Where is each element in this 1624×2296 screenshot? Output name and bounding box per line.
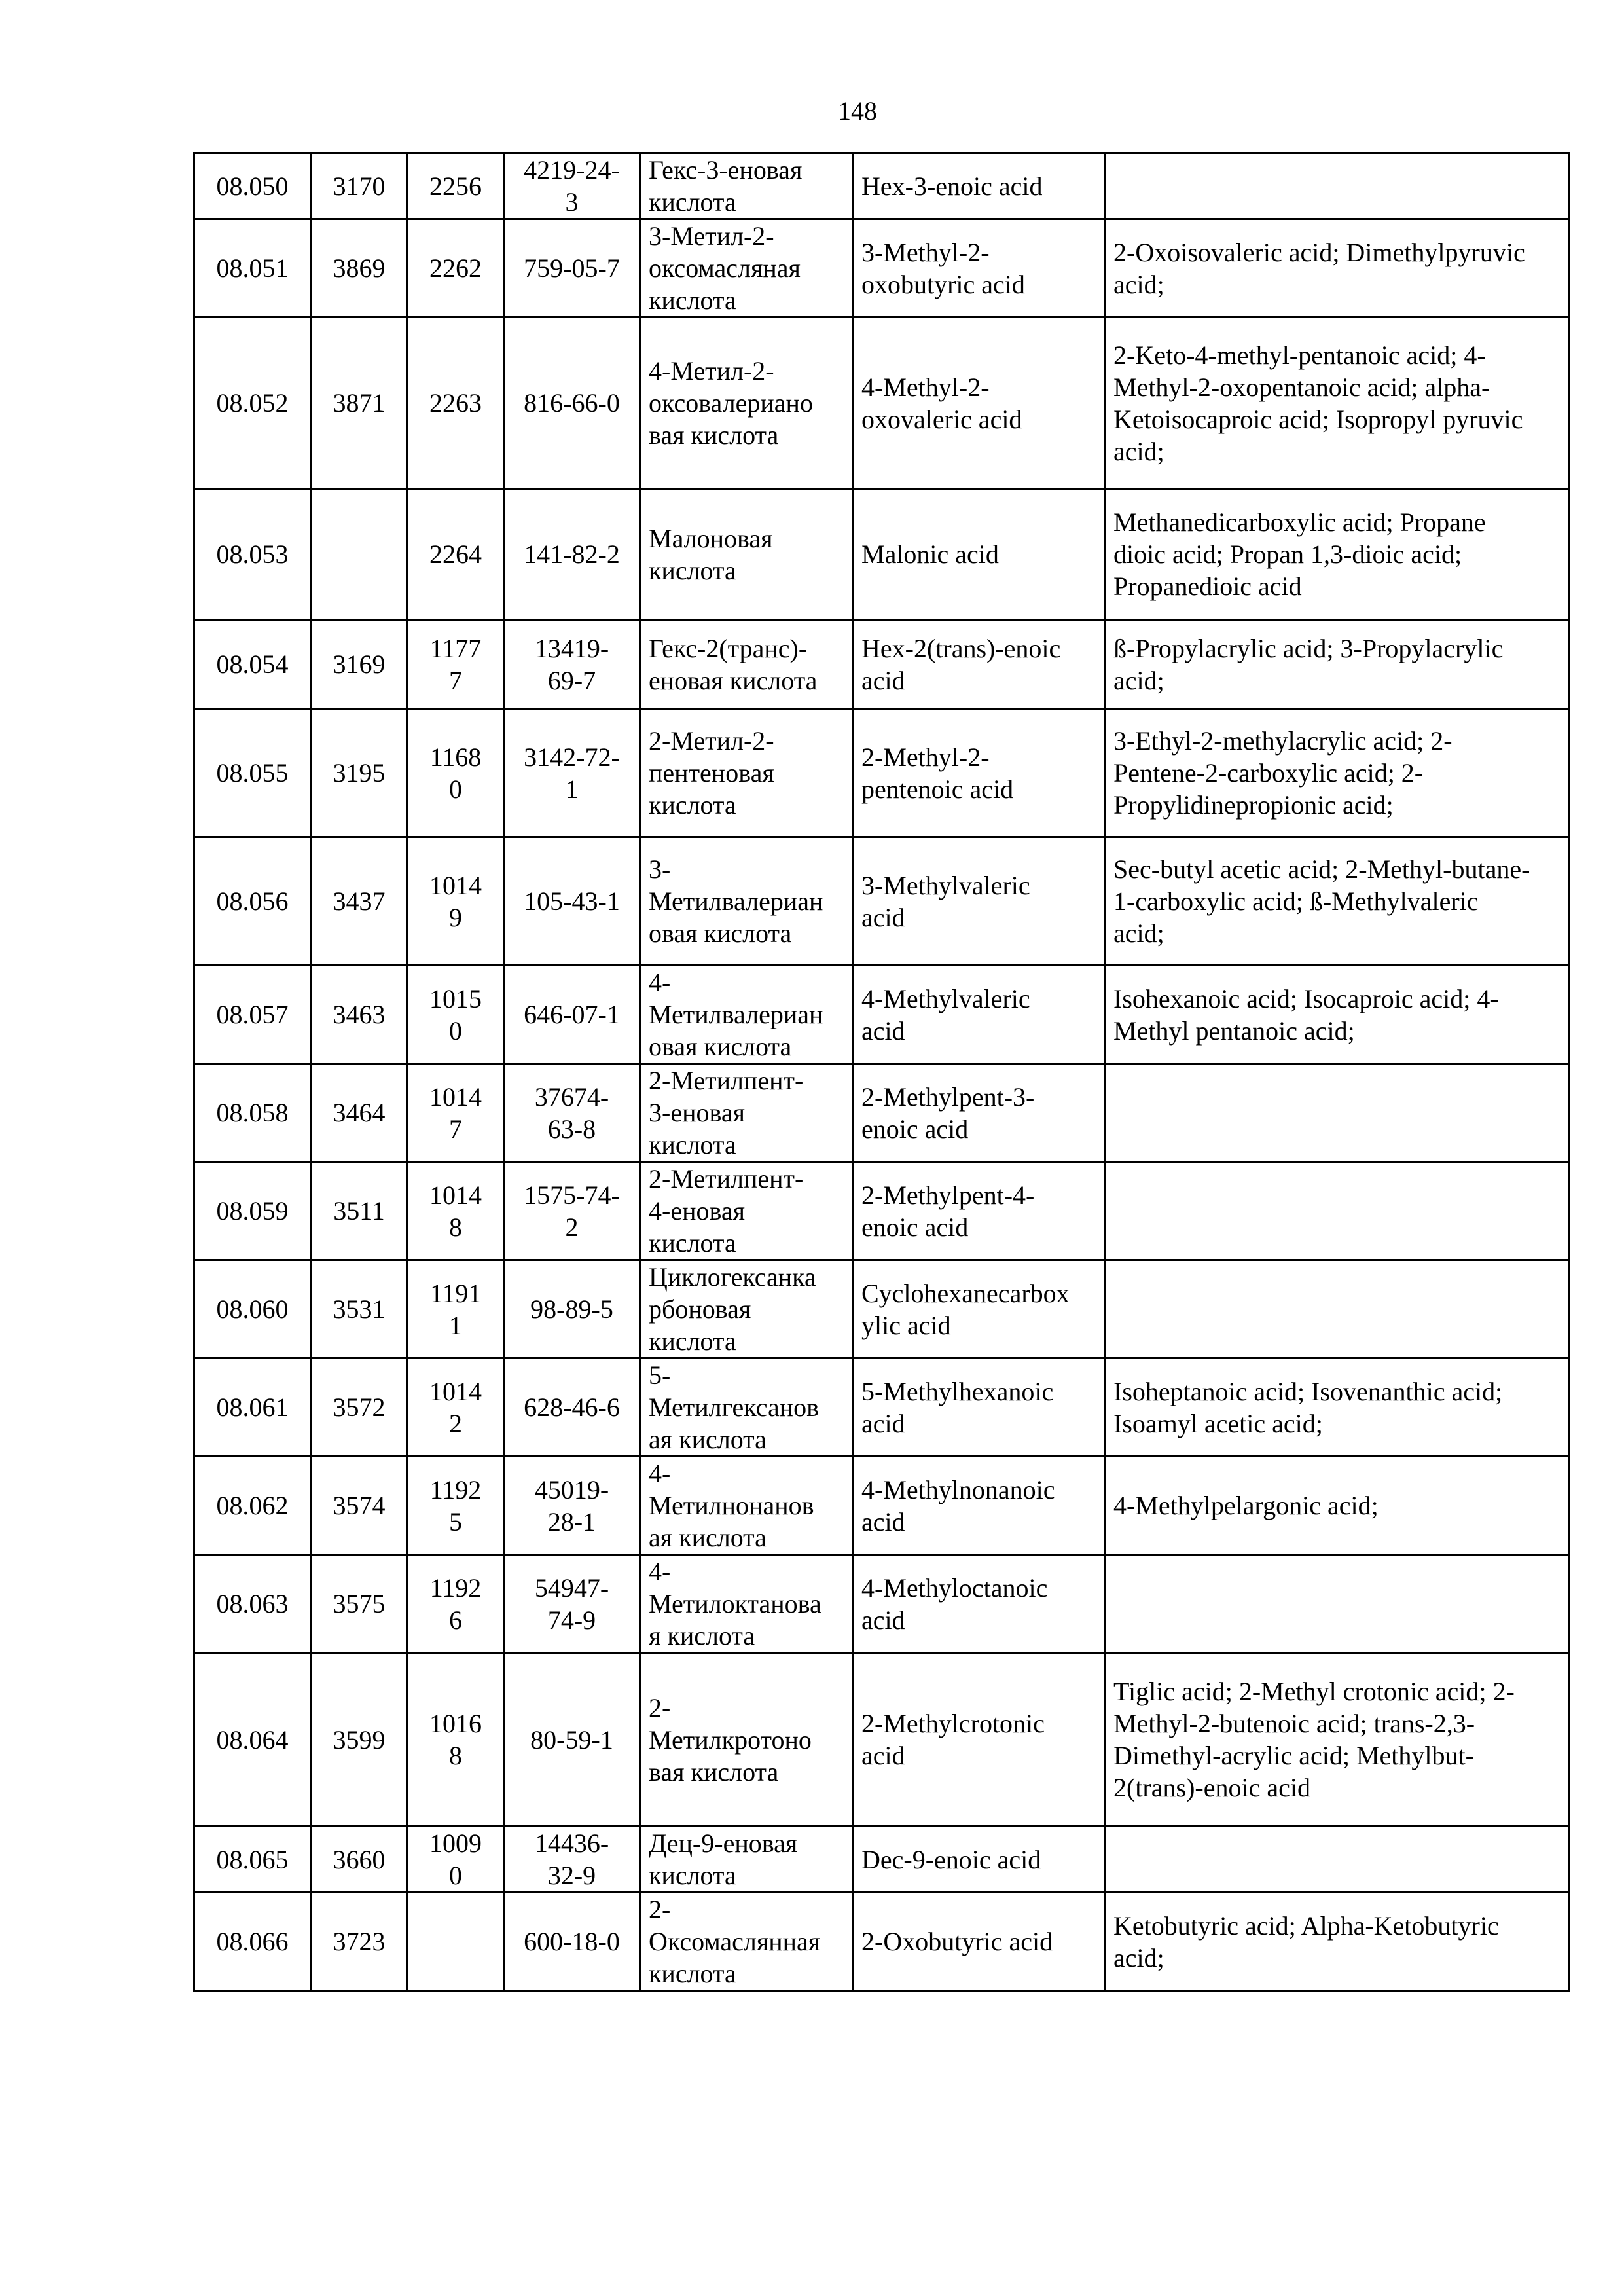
- cell-code: 08.060: [194, 1260, 311, 1358]
- cell-code: 08.063: [194, 1555, 311, 1653]
- cell-name-russian: 5- Метилгексанов ая кислота: [640, 1358, 853, 1457]
- cell-cas-number: 628-46-6: [504, 1358, 640, 1457]
- cell-cas-number: 141-82-2: [504, 489, 640, 620]
- cell-synonyms: Ketobutyric acid; Alpha-Ketobutyric acid;: [1105, 1893, 1569, 1991]
- cell-name-english: 4-Methyl-2- oxovaleric acid: [853, 318, 1105, 489]
- cell-name-russian: 4- Метилнонанов ая кислота: [640, 1457, 853, 1555]
- cell-name-english: Hex-2(trans)-enoic acid: [853, 620, 1105, 709]
- cell-fema-number: 3464: [311, 1064, 408, 1162]
- cell-name-english: Malonic acid: [853, 489, 1105, 620]
- cell-coe-number: 1168 0: [408, 709, 504, 837]
- table-row: [194, 1162, 1569, 1260]
- cell-synonyms: ß-Propylacrylic acid; 3-Propylacrylic acid;: [1105, 620, 1569, 709]
- cell-synonyms: Sec-butyl acetic acid; 2-Methyl-butane- 1-carboxylic acid; ß-Methylvaleric acid;: [1105, 837, 1569, 966]
- cell-synonyms: 2-Keto-4-methyl-pentanoic acid; 4- Methyl-2-oxopentanoic acid; alpha- Ketoisocaproic acid; Isopropyl pyruvic acid;: [1105, 318, 1569, 489]
- cell-fema-number: 3574: [311, 1457, 408, 1555]
- cell-fema-number: 3572: [311, 1358, 408, 1457]
- cell-cas-number: 759-05-7: [504, 219, 640, 318]
- cell-cas-number: 13419- 69-7: [504, 620, 640, 709]
- cell-name-russian: 4- Метилоктанова я кислота: [640, 1555, 853, 1653]
- cell-code: 08.058: [194, 1064, 311, 1162]
- table-row: [194, 1358, 1569, 1457]
- cell-code: 08.056: [194, 837, 311, 966]
- cell-coe-number: 1014 8: [408, 1162, 504, 1260]
- cell-coe-number: 1016 8: [408, 1653, 504, 1827]
- cell-fema-number: 3869: [311, 219, 408, 318]
- cell-synonyms: [1105, 1555, 1569, 1653]
- cell-name-russian: 4-Метил-2- оксовалериано вая кислота: [640, 318, 853, 489]
- cell-fema-number: 3599: [311, 1653, 408, 1827]
- cell-cas-number: 600-18-0: [504, 1893, 640, 1991]
- cell-cas-number: 98-89-5: [504, 1260, 640, 1358]
- cell-cas-number: 54947- 74-9: [504, 1555, 640, 1653]
- cell-cas-number: 14436- 32-9: [504, 1827, 640, 1893]
- cell-fema-number: 3463: [311, 966, 408, 1064]
- table-row: [194, 489, 1569, 620]
- cell-name-russian: 2-Метилпент- 4-еновая кислота: [640, 1162, 853, 1260]
- cell-code: 08.064: [194, 1653, 311, 1827]
- table-row: [194, 219, 1569, 318]
- table-row: [194, 1555, 1569, 1653]
- cell-cas-number: 105-43-1: [504, 837, 640, 966]
- cell-coe-number: 1177 7: [408, 620, 504, 709]
- cell-name-russian: 2-Метил-2- пентеновая кислота: [640, 709, 853, 837]
- cell-code: 08.054: [194, 620, 311, 709]
- cell-synonyms: Isoheptanoic acid; Isovenanthic acid; Isoamyl acetic acid;: [1105, 1358, 1569, 1457]
- table-row: [194, 1260, 1569, 1358]
- cell-coe-number: 2256: [408, 153, 504, 219]
- cell-name-russian: 3- Метилвалериан овая кислота: [640, 837, 853, 966]
- cell-fema-number: 3437: [311, 837, 408, 966]
- cell-fema-number: 3169: [311, 620, 408, 709]
- cell-coe-number: 1192 5: [408, 1457, 504, 1555]
- cell-name-english: 4-Methylnonanoic acid: [853, 1457, 1105, 1555]
- cell-cas-number: 4219-24- 3: [504, 153, 640, 219]
- table-row: [194, 318, 1569, 489]
- cell-code: 08.053: [194, 489, 311, 620]
- cell-synonyms: Tiglic acid; 2-Methyl crotonic acid; 2- Methyl-2-butenoic acid; trans-2,3- Dimethyl-acrylic acid; Methylbut- 2(trans)-enoic acid: [1105, 1653, 1569, 1827]
- cell-name-english: 2-Methylpent-3- enoic acid: [853, 1064, 1105, 1162]
- table-row: [194, 1653, 1569, 1827]
- cell-synonyms: 2-Oxoisovaleric acid; Dimethylpyruvic acid;: [1105, 219, 1569, 318]
- cell-name-english: Dec-9-enoic acid: [853, 1827, 1105, 1893]
- cell-fema-number: 3723: [311, 1893, 408, 1991]
- table-row: [194, 1064, 1569, 1162]
- table-row: [194, 153, 1569, 219]
- cell-synonyms: Isohexanoic acid; Isocaproic acid; 4- Methyl pentanoic acid;: [1105, 966, 1569, 1064]
- cell-coe-number: 2262: [408, 219, 504, 318]
- cell-name-russian: Циклогексанка рбоновая кислота: [640, 1260, 853, 1358]
- cell-name-english: 2-Methylpent-4- enoic acid: [853, 1162, 1105, 1260]
- flavouring-substances-table: [193, 152, 1570, 1992]
- cell-synonyms: [1105, 1162, 1569, 1260]
- cell-code: 08.059: [194, 1162, 311, 1260]
- cell-cas-number: 646-07-1: [504, 966, 640, 1064]
- cell-code: 08.066: [194, 1893, 311, 1991]
- cell-name-english: 5-Methylhexanoic acid: [853, 1358, 1105, 1457]
- cell-name-english: 2-Methylcrotonic acid: [853, 1653, 1105, 1827]
- page-number: 148: [838, 96, 877, 126]
- cell-name-russian: Гекс-3-еновая кислота: [640, 153, 853, 219]
- cell-coe-number: [408, 1893, 504, 1991]
- cell-fema-number: 3660: [311, 1827, 408, 1893]
- cell-synonyms: [1105, 1827, 1569, 1893]
- cell-coe-number: 1014 2: [408, 1358, 504, 1457]
- cell-name-english: Cyclohexanecarbox ylic acid: [853, 1260, 1105, 1358]
- cell-name-russian: 2-Метилпент- 3-еновая кислота: [640, 1064, 853, 1162]
- cell-name-russian: 4- Метилвалериан овая кислота: [640, 966, 853, 1064]
- cell-cas-number: 37674- 63-8: [504, 1064, 640, 1162]
- cell-fema-number: 3575: [311, 1555, 408, 1653]
- cell-code: 08.061: [194, 1358, 311, 1457]
- cell-coe-number: 1009 0: [408, 1827, 504, 1893]
- cell-name-english: 2-Methyl-2- pentenoic acid: [853, 709, 1105, 837]
- cell-name-russian: Малоновая кислота: [640, 489, 853, 620]
- cell-coe-number: 2263: [408, 318, 504, 489]
- cell-coe-number: 1192 6: [408, 1555, 504, 1653]
- cell-name-russian: 2- Метилкротоно вая кислота: [640, 1653, 853, 1827]
- cell-coe-number: 1014 7: [408, 1064, 504, 1162]
- cell-coe-number: 2264: [408, 489, 504, 620]
- cell-fema-number: 3170: [311, 153, 408, 219]
- cell-synonyms: 4-Methylpelargonic acid;: [1105, 1457, 1569, 1555]
- table-row: [194, 966, 1569, 1064]
- cell-name-english: 2-Oxobutyric acid: [853, 1893, 1105, 1991]
- cell-synonyms: 3-Ethyl-2-methylacrylic acid; 2- Pentene-2-carboxylic acid; 2- Propylidinepropionic acid;: [1105, 709, 1569, 837]
- cell-name-english: 4-Methylvaleric acid: [853, 966, 1105, 1064]
- cell-code: 08.062: [194, 1457, 311, 1555]
- cell-name-english: 4-Methyloctanoic acid: [853, 1555, 1105, 1653]
- cell-coe-number: 1015 0: [408, 966, 504, 1064]
- cell-synonyms: Methanedicarboxylic acid; Propane dioic acid; Propan 1,3-dioic acid; Propanedioic acid: [1105, 489, 1569, 620]
- table-row: [194, 1893, 1569, 1991]
- cell-coe-number: 1014 9: [408, 837, 504, 966]
- cell-name-russian: 3-Метил-2- оксомасляная кислота: [640, 219, 853, 318]
- cell-code: 08.051: [194, 219, 311, 318]
- table-row: [194, 709, 1569, 837]
- cell-coe-number: 1191 1: [408, 1260, 504, 1358]
- cell-name-russian: 2- Оксомаслянная кислота: [640, 1893, 853, 1991]
- cell-name-russian: Дец-9-еновая кислота: [640, 1827, 853, 1893]
- cell-synonyms: [1105, 1260, 1569, 1358]
- table-row: [194, 620, 1569, 709]
- cell-fema-number: 3871: [311, 318, 408, 489]
- table-row: [194, 1457, 1569, 1555]
- cell-code: 08.065: [194, 1827, 311, 1893]
- cell-cas-number: 3142-72- 1: [504, 709, 640, 837]
- cell-fema-number: [311, 489, 408, 620]
- cell-name-russian: Гекс-2(транс)- еновая кислота: [640, 620, 853, 709]
- cell-synonyms: [1105, 1064, 1569, 1162]
- cell-code: 08.050: [194, 153, 311, 219]
- table-row: [194, 837, 1569, 966]
- cell-code: 08.057: [194, 966, 311, 1064]
- table-row: [194, 1827, 1569, 1893]
- cell-name-english: Hex-3-enoic acid: [853, 153, 1105, 219]
- cell-name-english: 3-Methylvaleric acid: [853, 837, 1105, 966]
- cell-fema-number: 3511: [311, 1162, 408, 1260]
- cell-code: 08.052: [194, 318, 311, 489]
- cell-fema-number: 3195: [311, 709, 408, 837]
- cell-code: 08.055: [194, 709, 311, 837]
- cell-cas-number: 816-66-0: [504, 318, 640, 489]
- cell-fema-number: 3531: [311, 1260, 408, 1358]
- cell-cas-number: 1575-74- 2: [504, 1162, 640, 1260]
- cell-synonyms: [1105, 153, 1569, 219]
- cell-name-english: 3-Methyl-2- oxobutyric acid: [853, 219, 1105, 318]
- cell-cas-number: 45019- 28-1: [504, 1457, 640, 1555]
- cell-cas-number: 80-59-1: [504, 1653, 640, 1827]
